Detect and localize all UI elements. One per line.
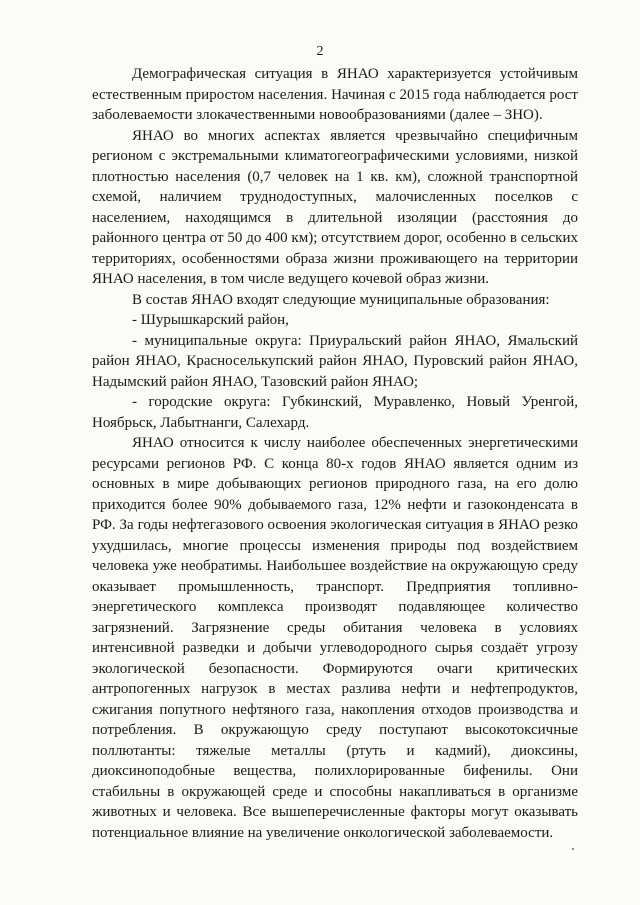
list-item-municipal-okrugs: - муниципальные округа: Приуральский район ЯНАО, Ямальский район ЯНАО, Красноселькупский район ЯНАО, Пуровский район ЯНАО, Надымский район ЯНАО, Тазовский район ЯНАО; — [92, 332, 578, 390]
list-item-city-okrugs: - городские округа: Губкинский, Муравленко, Новый Уренгой, Ноябрьск, Лабытнанги, Салехард. — [92, 394, 578, 431]
scan-speck — [572, 848, 574, 850]
page-number: 2 — [316, 44, 324, 59]
paragraph-energy-ecology: ЯНАО относится к числу наиболее обеспеченных энергетическими ресурсами регионов РФ. С конца 80-х годов ЯНАО является одним из основных в мире добывающих регионов природного газа, на его долю приходится более 90% добываемого газа, 12% нефти и газоконденсата в РФ. За годы нефтегазового освоения экологическая ситуация в ЯНАО резко ухудшилась, многие процессы изменения природы под воздействием человека уже необратимы. Наибольшее воздействие на окружающую среду оказывает промышленность, транспорт. Предприятия топливно-энергетического комплекса производят подавляющее количество загрязнений. Загрязнение среды обитания человека в условиях интенсивной разведки и добычи углеводородного сырья создаёт угрозу экологической безопасности. Формируются очаги критических антропогенных нагрузок в местах разлива нефти и нефтепродуктов, сжигания попутного нефтяного газа, накопления отходов производства и потребления. В окружающую среду поступают высокотоксичные поллютанты: тяжелые металлы (ртуть и кадмий), диоксины, диоксиноподобные вещества, полихлорированные бифенилы. Они стабильны в окружающей среде и способны накапливаться в организме животных и человека. Все вышеперечисленные факторы могут оказывать потенциальное влияние на увеличение онкологической заболеваемости. — [92, 435, 578, 841]
paragraph-municipalities-intro: В состав ЯНАО входят следующие муниципальные образования: — [132, 291, 550, 308]
document-body — [92, 64, 578, 843]
paragraph-demographics: Демографическая ситуация в ЯНАО характеризуется устойчивым естественным приростом населения. Начиная с 2015 года наблюдается рост заболеваемости злокачественными новообразованиями (далее – ЗНО). — [92, 66, 578, 123]
paragraph-region-specifics: ЯНАО во многих аспектах является чрезвычайно специфичным регионом с экстремальными климатогеографическими условиями, низкой плотностью населения (0,7 человек на 1 кв. км), сложной транспортной схемой, наличием труднодоступных, малочисленных поселков с населением, находящимся в длительной изоляции (расстояния до районного центра от 50 до 400 км); отсутствием дорог, особенно в сельских территориях, особенностями образа жизни проживающего на территории ЯНАО населения, в том числе ведущего кочевой образ жизни. — [92, 127, 578, 287]
list-item-district: - Шурышкарский район, — [132, 312, 289, 328]
